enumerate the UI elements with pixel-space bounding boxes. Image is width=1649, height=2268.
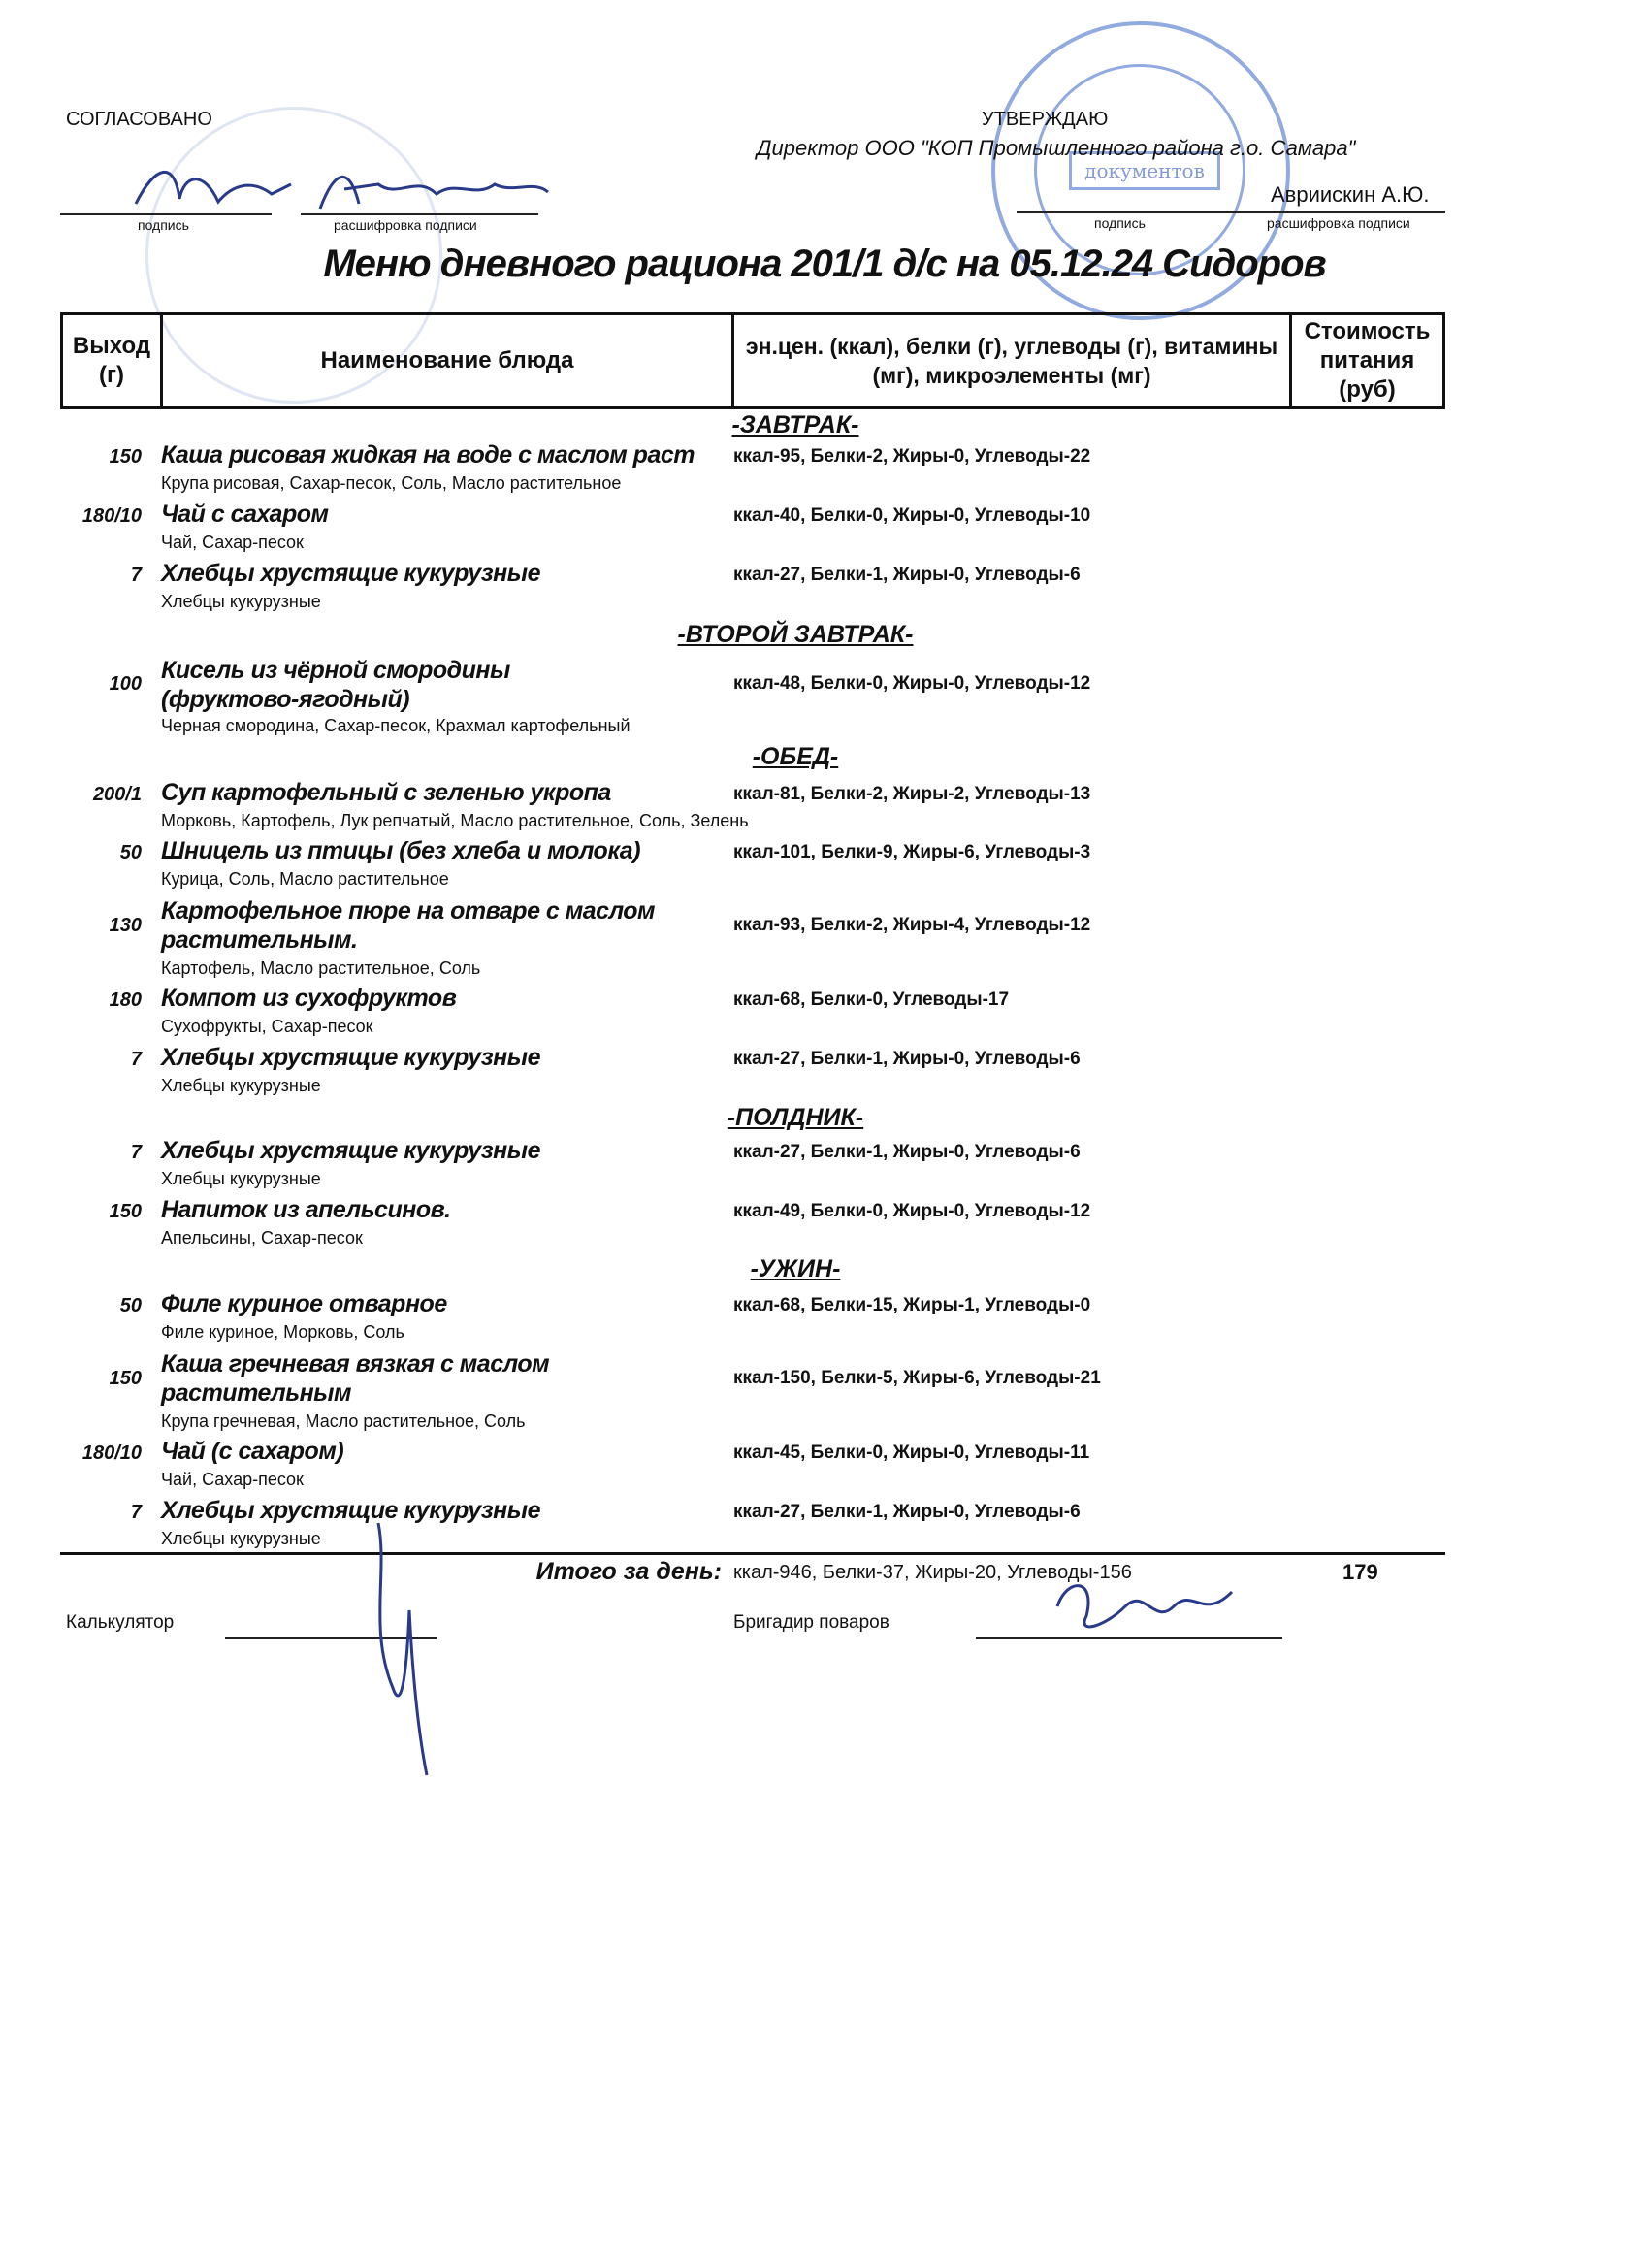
- item-nutrition: ккал-45, Белки-0, Жиры-0, Углеводы-11: [733, 1442, 1090, 1463]
- section-lunch: -ОБЕД-: [752, 743, 839, 770]
- item-dish: Напиток из апельсинов.: [161, 1196, 451, 1223]
- item-dish: Хлебцы хрустящие кукурузные: [161, 560, 541, 587]
- page-title: Меню дневного рациона 201/1 д/с на 05.12.24 Сидоров: [323, 243, 1326, 285]
- total-rule: [60, 1552, 1445, 1555]
- item-qty: 150: [109, 446, 142, 468]
- item-ingredients: Картофель, Масло растительное, Соль: [161, 958, 481, 978]
- item-dish: Каша гречневая вязкая с маслом растительным: [161, 1350, 550, 1407]
- item-qty: 200/1: [92, 784, 142, 805]
- brigadier-label: Бригадир поваров: [733, 1612, 889, 1633]
- item-nutrition: ккал-150, Белки-5, Жиры-6, Углеводы-21: [733, 1368, 1101, 1388]
- item-ingredients: Чай, Сахар-песок: [161, 533, 304, 552]
- item-ingredients: Курица, Соль, Масло растительное: [161, 869, 449, 889]
- item-qty: 7: [130, 1049, 142, 1070]
- brigadier-signature: [1048, 1568, 1242, 1645]
- calculator-signature: [349, 1513, 466, 1785]
- item-ingredients: Хлебцы кукурузные: [161, 592, 321, 611]
- column-cost: Стоимость питания (руб): [1291, 314, 1444, 408]
- item-nutrition: ккал-101, Белки-9, Жиры-6, Углеводы-3: [733, 842, 1091, 862]
- total-label: Итого за день:: [535, 1558, 722, 1585]
- section-second-breakfast: -ВТОРОЙ ЗАВТРАК-: [677, 621, 914, 648]
- item-ingredients: Хлебцы кукурузные: [161, 1169, 321, 1188]
- column-nutrition: эн.цен. (ккал), белки (г), углеводы (г), витамины (мг), микроэлементы (мг): [733, 314, 1291, 408]
- item-qty: 180/10: [81, 505, 142, 527]
- item-qty: 50: [119, 1295, 142, 1316]
- item-dish: Чай (с сахаром): [161, 1438, 344, 1465]
- item-dish: Хлебцы хрустящие кукурузные: [161, 1044, 541, 1071]
- calculator-label: Калькулятор: [66, 1612, 175, 1633]
- right-decode-caption: расшифровка подписи: [1267, 215, 1410, 231]
- item-ingredients: Морковь, Картофель, Лук репчатый, Масло растительное, Соль, Зелень: [161, 811, 749, 830]
- item-dish: Картофельное пюре на отваре с маслом растительным.: [161, 897, 656, 954]
- column-dish: Наименование блюда: [162, 314, 733, 408]
- item-qty: 180: [109, 989, 142, 1011]
- item-nutrition: ккал-95, Белки-2, Жиры-0, Углеводы-22: [733, 446, 1091, 467]
- left-signature-caption: подпись: [138, 217, 189, 233]
- item-dish: Хлебцы хрустящие кукурузные: [161, 1137, 541, 1164]
- stamp-box: документов: [1069, 151, 1220, 190]
- total-nutrition: ккал-946, Белки-37, Жиры-20, Углеводы-156: [733, 1562, 1132, 1583]
- column-output: Выход (г): [62, 314, 162, 408]
- item-qty: 7: [130, 565, 142, 586]
- section-breakfast: -ЗАВТРАК-: [731, 411, 859, 438]
- left-signatures: [126, 155, 553, 223]
- item-nutrition: ккал-27, Белки-1, Жиры-0, Углеводы-6: [733, 1502, 1081, 1522]
- section-dinner: -УЖИН-: [750, 1255, 841, 1282]
- item-ingredients: Хлебцы кукурузные: [161, 1529, 321, 1548]
- item-dish: Компот из сухофруктов: [161, 985, 457, 1012]
- item-dish: Филе куриное отварное: [161, 1290, 447, 1317]
- item-ingredients: Сухофрукты, Сахар-песок: [161, 1017, 373, 1036]
- item-ingredients: Хлебцы кукурузные: [161, 1076, 321, 1095]
- item-ingredients: Крупа гречневая, Масло растительное, Соль: [161, 1411, 526, 1431]
- item-dish: Каша рисовая жидкая на воде с маслом раст: [161, 441, 695, 469]
- item-nutrition: ккал-49, Белки-0, Жиры-0, Углеводы-12: [733, 1201, 1091, 1221]
- item-qty: 50: [119, 842, 142, 863]
- item-nutrition: ккал-27, Белки-1, Жиры-0, Углеводы-6: [733, 1142, 1081, 1162]
- item-nutrition: ккал-27, Белки-1, Жиры-0, Углеводы-6: [733, 565, 1081, 585]
- item-nutrition: ккал-68, Белки-15, Жиры-1, Углеводы-0: [733, 1295, 1091, 1315]
- item-dish: Суп картофельный с зеленью укропа: [161, 779, 611, 806]
- item-dish: Шницель из птицы (без хлеба и молока): [161, 837, 641, 864]
- item-ingredients: Филе куриное, Морковь, Соль: [161, 1322, 404, 1342]
- approve-label: УТВЕРЖДАЮ: [982, 109, 1109, 130]
- item-qty: 100: [109, 673, 142, 695]
- item-qty: 150: [109, 1201, 142, 1222]
- right-signature-caption: подпись: [1094, 215, 1146, 231]
- section-afternoon-snack: -ПОЛДНИК-: [727, 1104, 864, 1131]
- item-ingredients: Апельсины, Сахар-песок: [161, 1228, 363, 1247]
- director-title: Директор ООО "КОП Промышленного района г.о. Самара": [757, 136, 1356, 160]
- item-qty: 180/10: [81, 1442, 142, 1464]
- item-nutrition: ккал-68, Белки-0, Углеводы-17: [733, 989, 1010, 1010]
- item-ingredients: Черная смородина, Сахар-песок, Крахмал картофельный: [161, 716, 630, 735]
- item-ingredients: Крупа рисовая, Сахар-песок, Соль, Масло растительное: [161, 473, 622, 493]
- item-dish: Хлебцы хрустящие кукурузные: [161, 1497, 541, 1524]
- table-header: [60, 312, 1445, 409]
- item-nutrition: ккал-27, Белки-1, Жиры-0, Углеводы-6: [733, 1049, 1081, 1069]
- right-signature-line: [1017, 211, 1445, 213]
- item-dish: Кисель из чёрной смородины (фруктово-ягодный): [161, 657, 510, 713]
- item-nutrition: ккал-48, Белки-0, Жиры-0, Углеводы-12: [733, 673, 1091, 694]
- item-nutrition: ккал-40, Белки-0, Жиры-0, Углеводы-10: [733, 505, 1091, 526]
- left-decode-caption: расшифровка подписи: [334, 217, 477, 233]
- item-dish: Чай с сахаром: [161, 501, 329, 528]
- item-qty: 7: [130, 1142, 142, 1163]
- item-qty: 150: [109, 1368, 142, 1389]
- total-cost: 179: [1342, 1560, 1378, 1584]
- item-nutrition: ккал-81, Белки-2, Жиры-2, Углеводы-13: [733, 784, 1091, 804]
- item-ingredients: Чай, Сахар-песок: [161, 1470, 304, 1489]
- item-qty: 7: [130, 1502, 142, 1523]
- item-qty: 130: [109, 915, 142, 936]
- agreed-label: СОГЛАСОВАНО: [66, 109, 212, 130]
- item-nutrition: ккал-93, Белки-2, Жиры-4, Углеводы-12: [733, 915, 1091, 935]
- director-name: Авриискин А.Ю.: [1271, 182, 1430, 207]
